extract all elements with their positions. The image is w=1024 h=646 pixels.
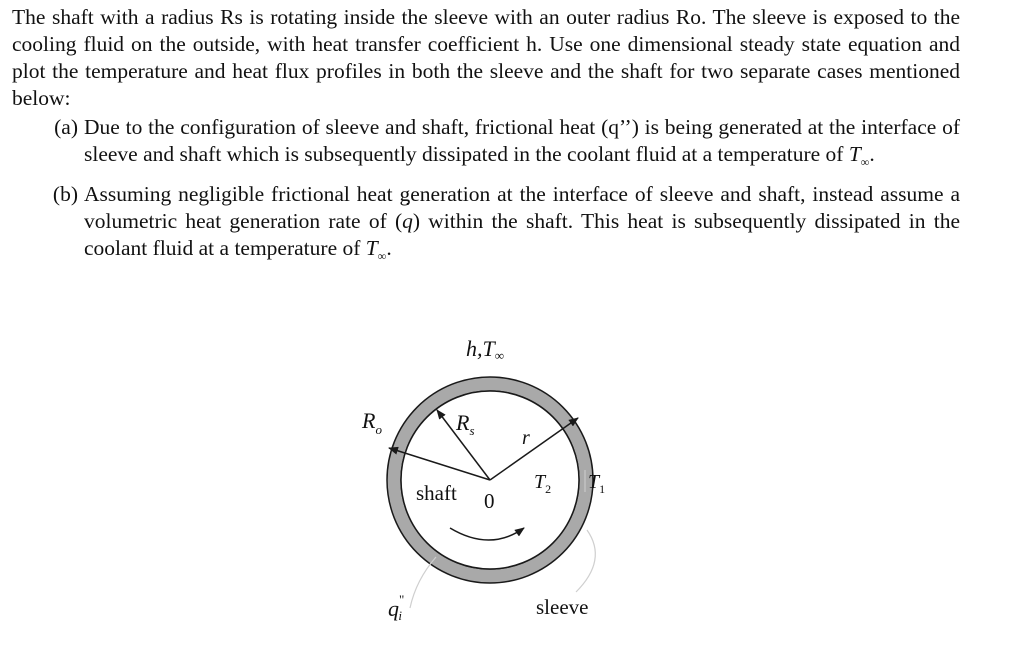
- case-b-text-1: Assuming negligible frictional heat generation at the interface of sleeve and shaft, instead assume a volumetric heat generation rate of (: [84, 182, 960, 233]
- case-a-t-infinity: $T_\infty$: [848, 142, 870, 169]
- case-a-end: .: [869, 142, 875, 166]
- case-b-text-2: ) within the shaft. This heat is subsequently dissipated in the coolant fluid at a temperature of: [84, 209, 960, 260]
- t1-label: $T_1$: [588, 471, 606, 496]
- ro-label: $R_o$: [362, 408, 382, 437]
- problem-intro: The shaft with a radius Rs is rotating inside the sleeve with an outer radius Ro. The sleeve is exposed to the cooling fluid on the outside, with heat transfer coefficient h. Use one dimensional steady state equation and plot the temperature and heat flux profiles in both the sleeve and the shaft for two separate cases mentioned below:: [12, 5, 960, 110]
- sleeve-leader: [576, 530, 595, 592]
- shaft-label: shaft: [416, 481, 457, 505]
- sleeve-label: sleeve: [536, 595, 589, 619]
- h-t-infinity-label: h,T∞: [466, 336, 505, 363]
- shaft-sleeve-figure: [340, 320, 640, 640]
- case-a-text: Due to the configuration of sleeve and shaft, frictional heat (q’’) is being generated at the interface of sleeve and shaft which is subsequently dissipated in the coolant fluid at a temperature of: [84, 115, 960, 166]
- rs-label: $R_s$: [456, 410, 475, 438]
- case-b-label: (b): [52, 182, 78, 206]
- t2-label: $T_2$: [534, 471, 552, 496]
- case-b-t-infinity: $T_\infty$: [365, 236, 387, 263]
- case-a-label: (a): [54, 115, 78, 139]
- q-dot-symbol: ˙ q: [402, 209, 413, 233]
- shaft-sleeve-diagram: [340, 320, 640, 640]
- case-b-body: [84, 181, 960, 270]
- case-a-body: [84, 114, 960, 176]
- r-label: r: [522, 427, 530, 449]
- case-b: [12, 181, 960, 270]
- origin-label: 0: [484, 489, 495, 513]
- case-a: [12, 114, 960, 176]
- case-b-end: .: [386, 236, 392, 260]
- qi-label: q" i: [388, 592, 405, 623]
- problem-statement: [12, 4, 960, 270]
